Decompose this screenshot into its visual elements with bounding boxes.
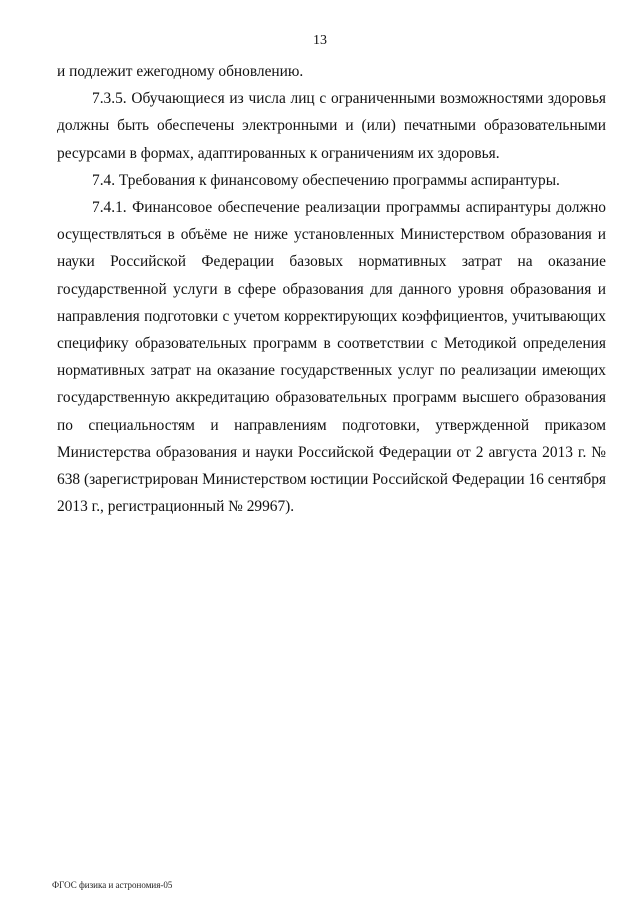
paragraph-7-3-5: 7.3.5. Обучающиеся из числа лиц с ограниченными возможностями здоровья должны быть обеспечены электронными и (или) печатными образовательными ресурсами в формах, адаптированных к ограничениям их здоровья. [57, 90, 606, 162]
paragraph-7-4: 7.4. Требования к финансовому обеспечению программы аспирантуры. [92, 171, 560, 189]
document-body [57, 58, 606, 520]
paragraph-7-4-1: 7.4.1. Финансовое обеспечение реализации программы аспирантуры должно осуществляться в объёме не ниже установленных Министерством образования и науки Российской Федерации базовых нормативных затрат на оказание государственной услуги в сфере образования для данного уровня образования и направления подготовки с учетом корректирующих коэффициентов, учитывающих специфику образовательных программ в соответствии с Методикой определения нормативных затрат на оказание государственных услуг по реализации имеющих государственную аккредитацию образовательных программ высшего образования по специальностям и направлениям подготовки, утвержденной приказом Министерства образования и науки Российской Федерации от 2 августа 2013 г. № 638 (зарегистрирован Министерством юстиции Российской Федерации 16 сентября 2013 г., регистрационный № 29967). [57, 199, 606, 516]
page-number: 13 [313, 33, 327, 48]
footer-label: ФГОС физика и астрономия-05 [52, 880, 173, 890]
paragraph-continuation: и подлежит ежегодному обновлению. [57, 63, 304, 80]
